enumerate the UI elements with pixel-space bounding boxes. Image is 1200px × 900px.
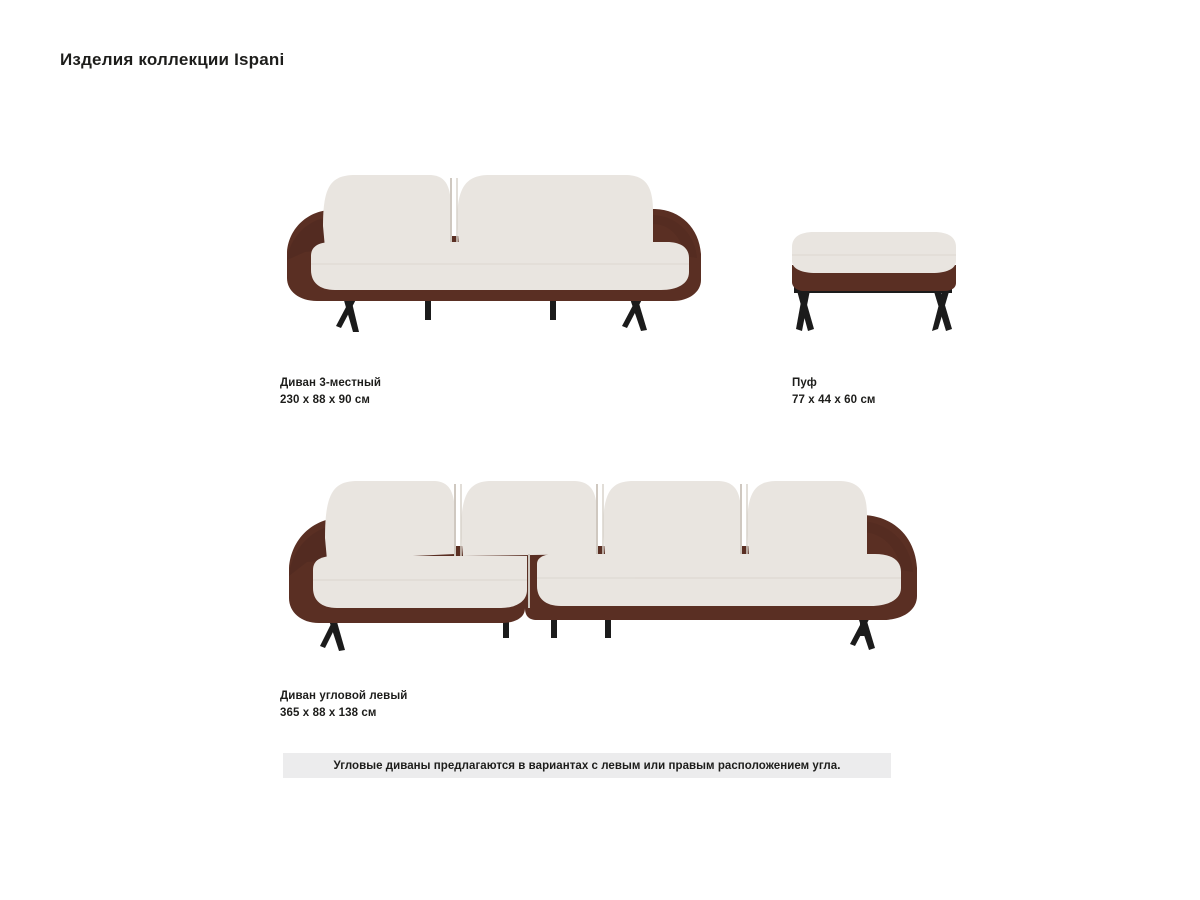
product-name: Пуф [792,377,817,389]
product-image-sofa-3-seat [275,160,715,355]
page-title: Изделия коллекции Ispani [60,50,285,69]
product-caption-sofa-3-seat [280,375,381,409]
product-dimensions: 365 x 88 x 138 см [280,707,377,719]
product-caption-corner-sofa-left [280,688,407,722]
product-caption-pouf [792,375,876,409]
product-item-sofa-3-seat [275,160,715,406]
sofa-3-seat-illustration [275,160,715,350]
product-image-pouf [780,225,980,355]
product-dimensions: 77 x 44 x 60 см [792,394,876,406]
note-text: Угловые диваны предлагаются в вариантах с левым или правым расположением угла. [333,759,841,772]
product-item-pouf [780,225,980,406]
note-bar [283,753,891,778]
product-item-corner-sofa-left [275,460,935,719]
pouf-illustration [780,225,980,350]
corner-sofa-left-illustration [275,460,935,665]
product-name: Диван 3-местный [280,377,382,389]
product-dimensions: 230 x 88 x 90 см [280,394,371,406]
product-image-corner-sofa-left [275,460,935,670]
product-name: Диван угловой левый [280,690,408,702]
